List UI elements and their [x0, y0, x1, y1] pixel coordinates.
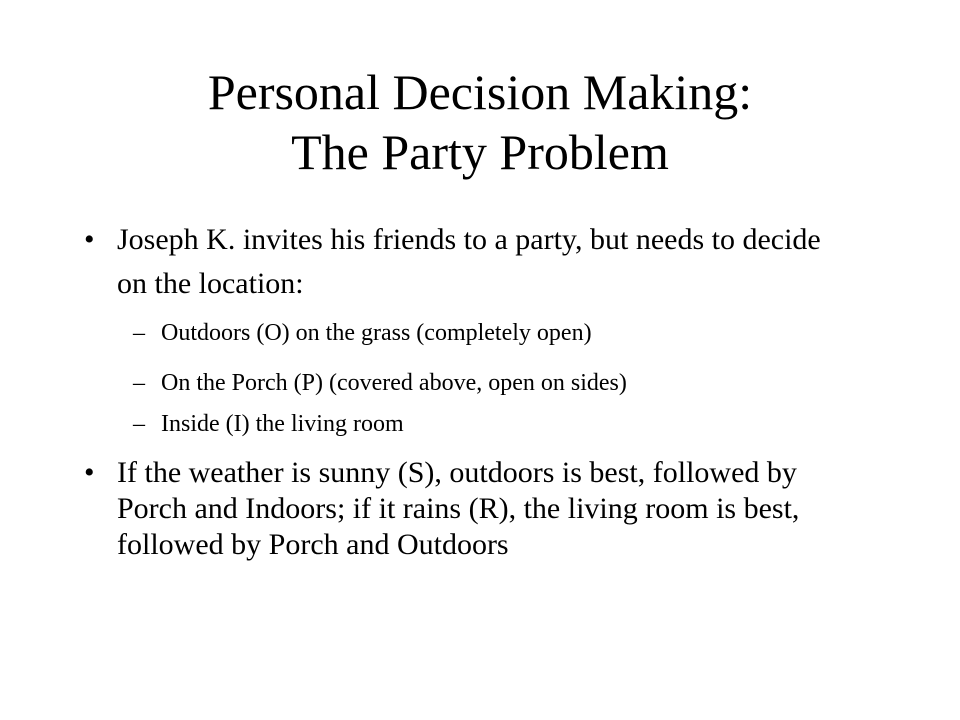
bullet-text: Joseph K. invites his friends to a party, but needs to decide on the location:	[117, 223, 821, 300]
sub-item-text: Inside (I) the living room	[161, 411, 404, 437]
bullet-marker: •	[84, 223, 95, 256]
bullet-item-location	[84, 218, 844, 306]
bullet-item-weather	[84, 455, 864, 563]
sub-bullet-marker: –	[133, 320, 145, 346]
sub-item-inside	[133, 409, 404, 439]
sub-bullet-marker: –	[133, 370, 145, 396]
slide-title-line-2: The Party Problem	[291, 124, 669, 180]
slide-title-line-1: Personal Decision Making:	[207, 64, 753, 120]
sub-item-text: On the Porch (P) (covered above, open on sides)	[161, 370, 627, 396]
sub-item-porch	[133, 368, 627, 398]
bullet-marker: •	[84, 456, 95, 489]
bullet-text: If the weather is sunny (S), outdoors is best, followed by Porch and Indoors; if it rains (R), the living room is best, followed by Porch and Outdoors	[117, 456, 800, 561]
sub-bullet-marker: –	[133, 411, 145, 437]
sub-item-outdoors	[133, 318, 592, 348]
sub-item-text: Outdoors (O) on the grass (completely open)	[161, 320, 592, 346]
